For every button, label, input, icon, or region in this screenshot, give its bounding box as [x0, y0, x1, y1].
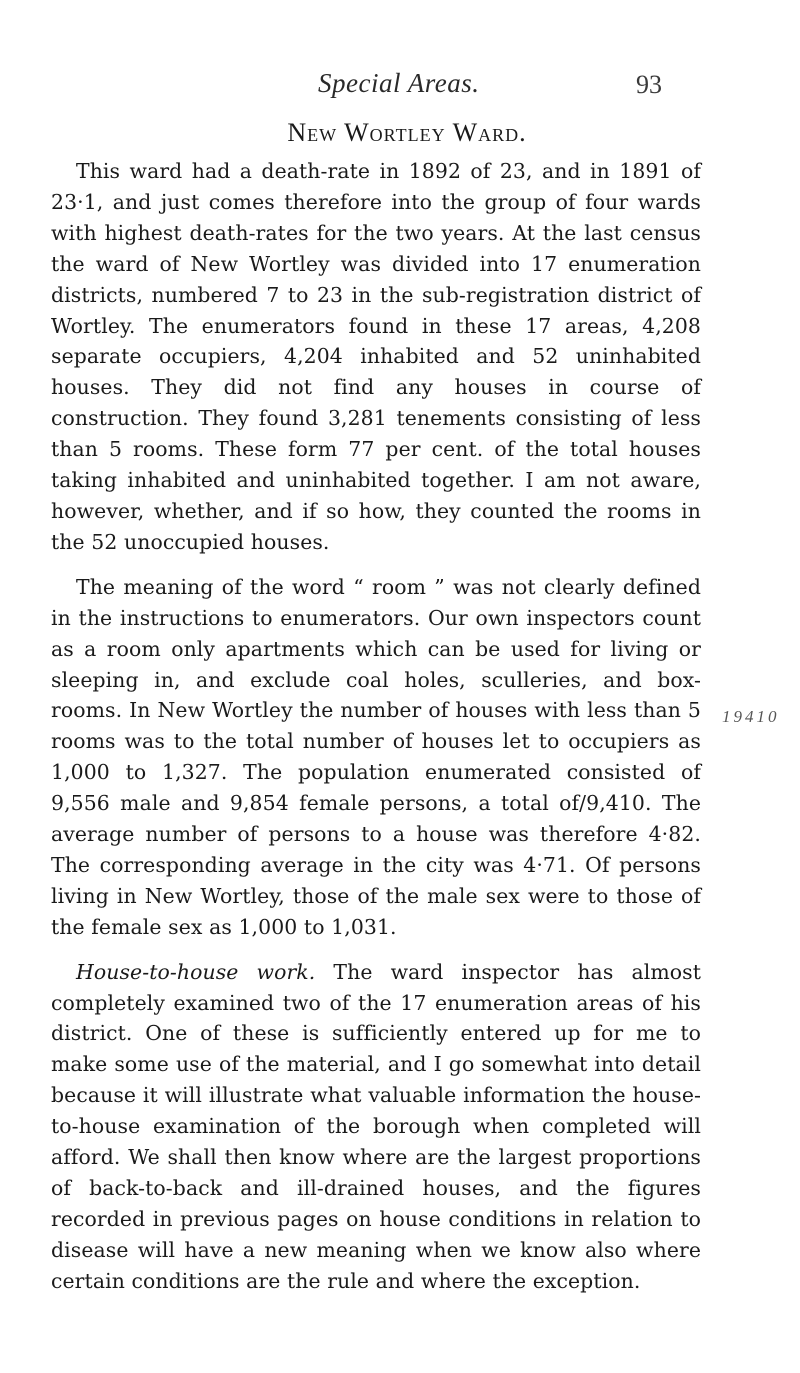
- paragraph-house-to-house-work: [51, 957, 701, 1297]
- handwritten-margin-note: 19410: [722, 707, 780, 726]
- page-number: 93: [636, 70, 662, 99]
- running-head: [0, 68, 800, 108]
- section-heading: New Wortley Ward.: [287, 118, 527, 147]
- paragraph-room-definition: The meaning of the word “ room ” was not clearly defined in the instructions to enumerators. Our own inspectors count as a room only apartments which can be used for living or sleeping in, and exclude coal holes, sculleries, and box-rooms. In New Wortley the number of houses with less than 5 rooms was to the total number of houses let to occupiers as 1,000 to 1,327. The population enumerated consisted of 9,556 male and 9,854 female persons, a total of/9,410. The average number of persons to a house was therefore 4·82. The corresponding average in the city was 4·71. Of persons living in New Wortley, those of the male sex were to those of the female sex as 1,000 to 1,031.: [51, 574, 701, 939]
- paragraph-house-to-house-text: The ward inspector has almost completely examined two of the 17 enumeration areas of his district. One of these is sufficiently entered up for me to make some use of the material, and I go somewhat into detail because it will illustrate what valuable information the house-to-house examination of the borough when completed will afford. We shall then know where are the largest proportions of back-to-back and ill-drained houses, and the figures recorded in previous pages on house conditions in relation to disease will have a new meaning when we know also where certain conditions are the rule and where the exception.: [51, 959, 701, 1293]
- running-head-title: Special Areas.: [318, 68, 480, 98]
- body-text: [51, 156, 701, 1297]
- paragraph-lead-heading: House-to-house work.: [76, 959, 316, 984]
- paragraph-death-rate: This ward had a death-rate in 1892 of 23, and in 1891 of 23·1, and just comes therefore into the group of four wards with highest death-rates for the two years. At the last census the ward of New Wortley was divided into 17 enumeration districts, numbered 7 to 23 in the sub-registration district of Wortley. The enumerators found in these 17 areas, 4,208 separate occupiers, 4,204 inhabited and 52 uninhabited houses. They did not find any houses in course of construction. They found 3,281 tenements consisting of less than 5 rooms. These form 77 per cent. of the total houses taking inhabited and uninhabited together. I am not aware, however, whether, and if so how, they counted the rooms in the 52 unoccupied houses.: [51, 159, 701, 554]
